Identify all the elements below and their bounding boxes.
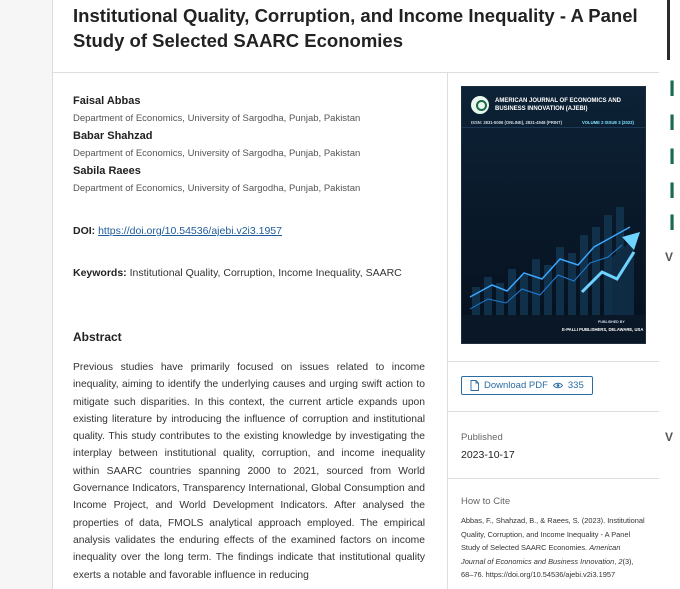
author-name: Faisal Abbas [73, 95, 141, 107]
author-name: Sabila Raees [73, 165, 141, 177]
eye-icon [553, 382, 563, 389]
file-pdf-icon [470, 380, 479, 391]
journal-logo-icon [471, 96, 489, 114]
edge-fragment: V [665, 430, 674, 444]
citation-journal: American Journal of Economics and Business Innovation [461, 543, 621, 566]
edge-fragment: I [669, 76, 676, 101]
author-affiliation: Department of Economics, University of Sargodha, Punjab, Pakistan [73, 183, 361, 194]
doi-label: DOI: [73, 225, 96, 237]
adjacent-page-edge [659, 0, 680, 589]
doi-row [73, 225, 282, 237]
edge-fragment: I [669, 144, 676, 169]
author-name: Babar Shahzad [73, 130, 153, 142]
abstract-text: Previous studies have primarily focused on issues related to income inequality, aiming to identify the underlying causes and urging swift action to mitigate such disparities. In this context, the current article expands upon existing literature by introducing the influence of corruption and institutional quality. This study contributes to the existing knowledge by investigating the interplay between institutional quality, corruption, and income inequality within SAARC countries spanning 2000 to 2021, sourced from World Governance Indicators, Transparency International, Global Consumption and Income Project, and World Development Indicators. After analysed the properties of data, FMOLS analytical approach employed. The empirical analysis validates the enduring effects of the examined factors on income inequality over the long term. The findings indicate that institutional quality exerts a notable and favorable influence in reducing [73, 362, 425, 581]
author-affiliation: Department of Economics, University of Sargodha, Punjab, Pakistan [73, 148, 361, 159]
author-affiliation: Department of Economics, University of Sargodha, Punjab, Pakistan [73, 113, 361, 124]
sidebar-divider [448, 361, 659, 362]
author-entry [73, 130, 360, 159]
article-title: Institutional Quality, Corruption, and Income Inequality - A Panel Study of Selected SAARC Economies [73, 5, 638, 51]
citation-volume: 2 [618, 556, 623, 566]
how-to-cite-label: How to Cite [461, 496, 511, 507]
doi-link[interactable]: https://doi.org/10.54536/ajebi.v2i3.1957 [98, 225, 282, 237]
header-divider [53, 72, 659, 73]
sidebar-divider [448, 411, 659, 412]
edge-mark [667, 0, 670, 60]
edge-fragment: V [665, 250, 674, 264]
citation-text: Abbas, F., Shahzad, B., & Raees, S. (2023). Institutional Quality, Corruption, and Income Inequality - A Panel Study of Selected SAARC Economies. American Journal of Economics and Business Innovation, 2(3), 68–76. https://doi.org/10.54536/ajebi.v2i3.1957 [461, 516, 645, 579]
download-pdf-label: Download PDF [484, 380, 548, 391]
download-pdf-button[interactable] [461, 376, 593, 395]
cover-artwork [462, 87, 645, 343]
citation-authors-title: Abbas, F., Shahzad, B., & Raees, S. (2023). Institutional Quality, Corruption, and Income Inequality - A Panel Study of Selected SAARC Economies. [461, 516, 645, 552]
journal-cover-image[interactable] [461, 86, 646, 344]
published-date: 2023-10-17 [461, 449, 515, 461]
column-divider [447, 72, 448, 589]
cover-publisher: E-PALLI PUBLISHERS, DELAWARE, USA [562, 327, 644, 332]
abstract-heading: Abstract [73, 330, 122, 344]
edge-fragment: I [669, 110, 676, 135]
cover-published-by: PUBLISHED BY [598, 320, 625, 324]
keywords-label: Keywords: [73, 267, 127, 279]
article-card [52, 0, 660, 589]
page-background-left [0, 0, 52, 589]
cover-volume: VOLUME 2 ISSUE 3 (2023) [582, 120, 634, 125]
edge-fragment: I [669, 210, 676, 235]
cover-issn: ISSN: 2831-5006 (ONLINE), 2831-4948 (PRINT) [471, 120, 562, 125]
cover-journal-title: AMERICAN JOURNAL OF ECONOMICS AND BUSINESS INNOVATION (AJEBI) [495, 98, 622, 112]
keywords-value: Institutional Quality, Corruption, Income Inequality, SAARC [129, 267, 402, 279]
citation-doi: https://doi.org/10.54536/ajebi.v2i3.1957 [485, 570, 616, 579]
published-label: Published [461, 432, 503, 443]
keywords-row [73, 267, 402, 279]
author-entry [73, 95, 360, 124]
author-entry [73, 165, 360, 194]
edge-fragment: I [669, 178, 676, 203]
citation-issue-pages: (3), 68–76. [461, 556, 634, 579]
sidebar-divider [448, 478, 659, 479]
download-count: 335 [567, 380, 584, 391]
